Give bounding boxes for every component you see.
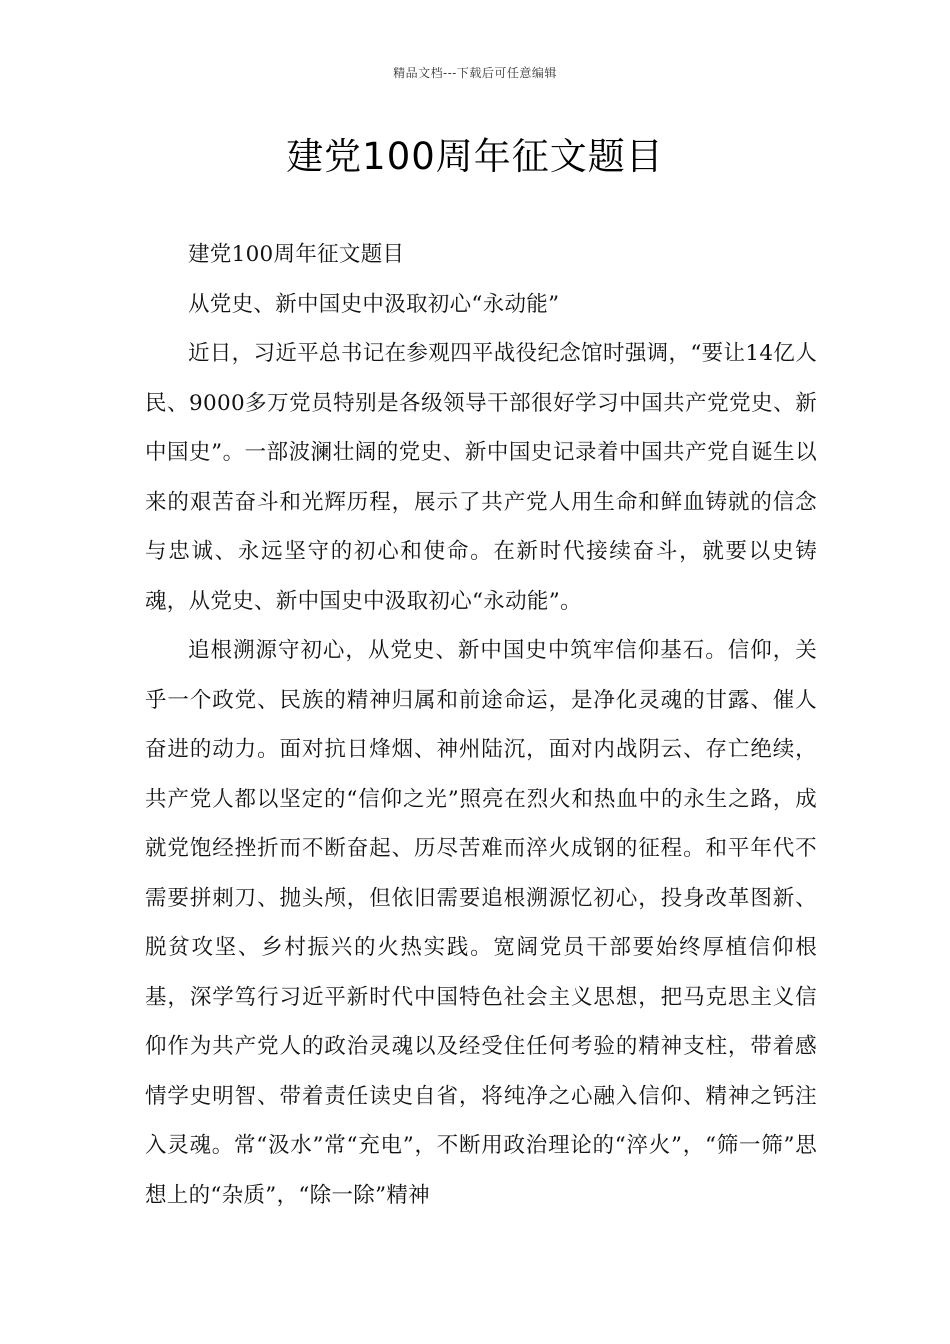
body-paragraph: 近日，习近平总书记在参观四平战役纪念馆时强调，“要让14亿人民、9000多万党员特别是各级领导干部很好学习中国共产党党史、新中国史”。一部波澜壮阔的党史、新中国史记录着中国共产党自诞生以来的艰苦奋斗和光辉历程，展示了共产党人用生命和鲜血铸就的信念与忠诚、永远坚守的初心和使命。在新时代接续奋斗，就要以史铸魂，从党史、新中国史中汲取初心“永动能”。 xyxy=(145,341,817,614)
document-body xyxy=(145,230,817,1220)
body-paragraph: 追根溯源守初心，从党史、新中国史中筑牢信仰基石。信仰，关乎一个政党、民族的精神归属和前途命运，是净化灵魂的甘露、催人奋进的动力。面对抗日烽烟、神州陆沉，面对内战阴云、存亡绝续，共产党人都以坚定的“信仰之光”照亮在烈火和热血中的永生之路，成就党饱经挫折而不断奋起、历尽苦难而淬火成钢的征程。和平年代不需要拼刺刀、抛头颅，但依旧需要追根溯源忆初心，投身改革图新、脱贫攻坚、乡村振兴的火热实践。宽阔党员干部要始终厚植信仰根基，深学笃行习近平新时代中国特色社会主义思想，把马克思主义信仰作为共产党人的政治灵魂以及经受住任何考验的精神支柱，带着感情学史明智、带着责任读史自省，将纯净之心融入信仰、精神之钙注入灵魂。常“汲水”常“充电”，不断用政治理论的“淬火”，“筛一筛”思想上的“杂质”，“除一除”精神 xyxy=(145,638,817,1208)
header-note: 精品文档---下载后可任意编辑 xyxy=(393,66,557,80)
body-paragraph-subtitle: 建党100周年征文题目 xyxy=(188,242,405,267)
document-title: 建党100周年征文题目 xyxy=(286,135,664,178)
body-paragraph-heading: 从党史、新中国史中汲取初心“永动能” xyxy=(188,291,560,317)
